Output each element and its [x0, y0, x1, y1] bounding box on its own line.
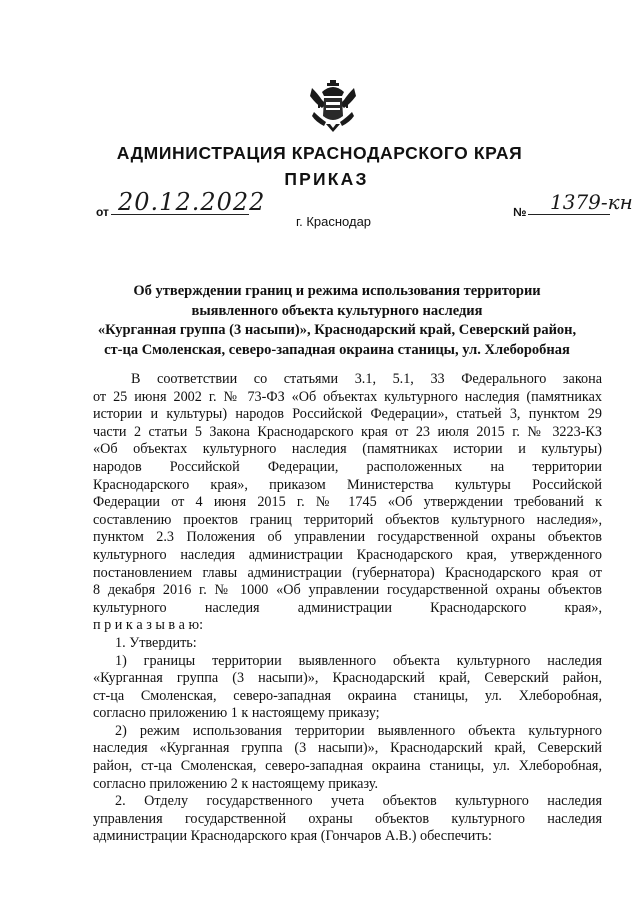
body-line: народов Российской Федерации, расположенных на территории [93, 458, 602, 475]
body-line: «Об объектах культурного наследия (памятниках истории и культуры) [93, 441, 602, 458]
body-line: 8 декабря 2016 г. № 1000 «Об управлении государственной охраны объектов [93, 582, 602, 599]
body-line: Федерации от 4 июня 2015 г. № 1745 «Об утверждении требований к [93, 494, 602, 511]
body-line: наследия «Курганная группа (3 насыпи)», Краснодарский край, Северский [93, 740, 602, 757]
document-body [93, 371, 602, 846]
body-line: культурного наследия администрации Краснодарского края», [93, 599, 602, 616]
body-line: ст-ца Смоленская, северо-западная окраина станицы, ул. Хлеборобная, [93, 687, 602, 704]
body-line: пунктом 2.3 Положения об управлении государственной охраны объектов [93, 529, 602, 546]
body-line: культурного наследия администрации Краснодарского края, утвержденного [93, 546, 602, 563]
body-line: Краснодарского края», приказом Министерства культуры Российской [93, 476, 602, 493]
body-line: постановлением главы администрации (губернатора) Краснодарского края от [93, 564, 602, 581]
body-line: составлению проектов границ территорий объектов культурного наследия», [93, 511, 602, 528]
number-label: № [513, 205, 527, 219]
coat-of-arms-icon [308, 78, 358, 136]
title-line: ст-ца Смоленская, северо-западная окраина станицы, ул. Хлеборобная [104, 341, 570, 358]
date-label: от [96, 205, 109, 219]
body-line: управления государственной охраны объектов культурного наследия [93, 810, 602, 827]
body-line: части 2 статьи 5 Закона Краснодарского края от 23 июля 2015 г. № 3223-КЗ [93, 423, 602, 440]
handwritten-number: 1379-кн [550, 190, 633, 214]
document-type: ПРИКАЗ [284, 169, 369, 189]
body-line: «Курганная группа (3 насыпи)», Краснодарский край, Северский район, [93, 670, 602, 687]
body-line: от 25 июня 2002 г. № 73-ФЗ «Об объектах культурного наследия (памятниках [93, 388, 602, 405]
title-line: «Курганная группа (3 насыпи)», Краснодарский край, Северский район, [97, 322, 577, 338]
body-line: истории и культуры) народов Российской Федерации», статьей 3, пунктом 29 [93, 406, 602, 423]
title-line: Об утверждении границ и режима использования территории [133, 283, 541, 299]
body-line: 2. Отделу государственного учета объектов культурного наследия [115, 793, 602, 810]
handwritten-date: 20.12.2022 [118, 188, 266, 216]
body-line: В соответствии со статьями 3.1, 5.1, 33 Федерального закона [131, 371, 602, 387]
body-line: 1) границы территории выявленного объекта культурного наследия [115, 652, 602, 669]
body-line: район, ст-ца Смоленская, северо-западная окраина станицы, ул. Хлеборобная, [93, 758, 602, 775]
title-line: выявленного объекта культурного наследия [191, 302, 483, 319]
body-line: согласно приложению 2 к настоящему приказу. [93, 775, 378, 792]
number-underline [528, 214, 610, 215]
body-line: 1. Утвердить: [115, 634, 197, 651]
organization-name: АДМИНИСТРАЦИЯ КРАСНОДАРСКОГО КРАЯ [116, 143, 523, 163]
body-line: 2) режим использования территории выявленного объекта культурного [115, 722, 602, 739]
body-line: администрации Краснодарского края (Гончаров А.В.) обеспечить: [93, 828, 492, 845]
body-line: согласно приложению 1 к настоящему приказу; [93, 705, 380, 722]
body-line: п р и к а з ы в а ю: [93, 617, 204, 634]
document-title [70, 282, 604, 360]
city-name: г. Краснодар [295, 214, 372, 229]
